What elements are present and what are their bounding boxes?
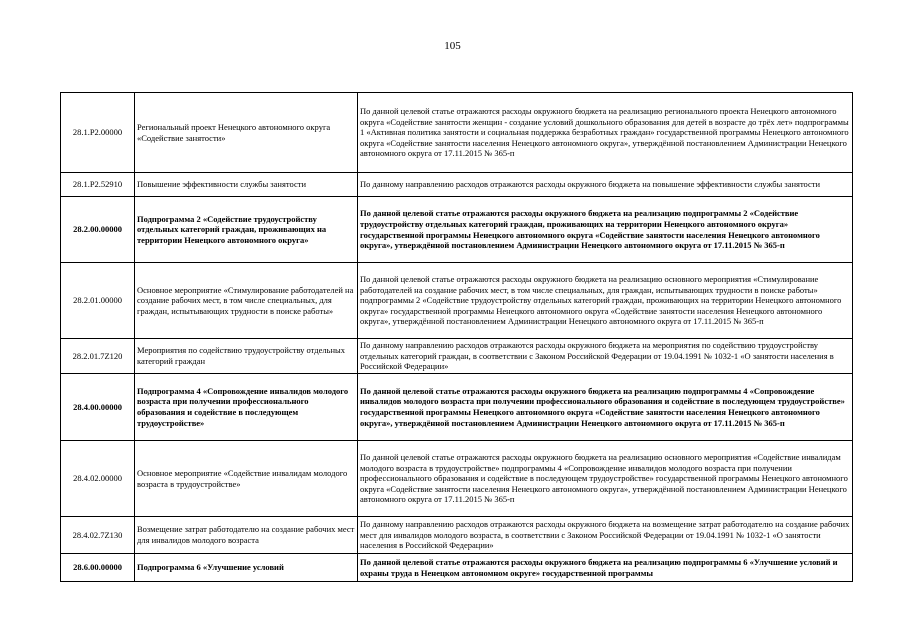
row-description: По данной целевой статье отражаются расходы окружного бюджета на реализацию подпрограммы 6 «Улучшение условий и охраны труда в Ненецком автономном округе» государственной программы [358,554,853,582]
row-code: 28.6.00.00000 [61,554,135,582]
row-description: По данной целевой статье отражаются расходы окружного бюджета на реализацию основного мероприятия «Содействие инвалидам молодого возраста в трудоустройстве» подпрограммы 4 «Сопровождение инвалидов молодого возраста при получении профессионального образования и содействие в последующем трудоустройстве» государственной программы Ненецкого автономного округа «Содействие занятости населения Ненецкого автономного округа», утверждённой постановлением Администрации Ненецкого автономного округа от 17.11.2015 № 365-п [358,441,853,517]
row-name: Основное мероприятие «Стимулирование работодателей на создание рабочих мест, в том числе специальных, для граждан, испытывающих трудности в поиске работы» [135,263,358,339]
row-description: По данному направлению расходов отражаются расходы окружного бюджета на мероприятия по содействию трудоустройству отдельных категорий граждан, в соответствии с Законом Российской Федерации от 19.04.1991 № 1032-1 «О занятости населения в Российской Федерации» [358,339,853,374]
row-code: 28.2.00.00000 [61,197,135,263]
row-name: Мероприятия по содействию трудоустройству отдельных категорий граждан [135,339,358,374]
row-code: 28.2.01.00000 [61,263,135,339]
row-code: 28.2.01.7Z120 [61,339,135,374]
row-code: 28.4.00.00000 [61,374,135,441]
table-row [61,93,853,173]
row-code: 28.1.P2.52910 [61,173,135,197]
row-code: 28.4.02.00000 [61,441,135,517]
table-row [61,441,853,517]
row-description: По данному направлению расходов отражаются расходы окружного бюджета на возмещение затрат работодателю на создание рабочих мест для инвалидов молодого возраста, в соответствии с Законом Российской Федерации от 19.04.1991 № 1032-1 «О занятости населения в Российской Федерации» [358,517,853,554]
row-name: Подпрограмма 6 «Улучшение условий [135,554,358,582]
row-description: По данной целевой статье отражаются расходы окружного бюджета на реализацию подпрограммы 4 «Сопровождение инвалидов молодого возраста при получении профессионального образования и содействие в последующем трудоустройстве» государственной программы Ненецкого автономного округа «Содействие занятости населения Ненецкого автономного округа», утверждённой постановлением Администрации Ненецкого автономного округа от 17.11.2015 № 365-п [358,374,853,441]
row-code: 28.1.P2.00000 [61,93,135,173]
table-row [61,263,853,339]
table-row [61,554,853,582]
row-description: По данной целевой статье отражаются расходы окружного бюджета на реализацию регионального проекта Ненецкого автономного округа «Содействие занятости женщин - создание условий дошкольного образования для детей в возрасте до трёх лет» подпрограммы 1 «Активная политика занятости и социальная поддержка безработных граждан» государственной программы Ненецкого автономного округа «Содействие занятости населения Ненецкого автономного округа», утверждённой постановлением Администрации Ненецкого автономного округа от 17.11.2015 № 365-п [358,93,853,173]
row-description: По данной целевой статье отражаются расходы окружного бюджета на реализацию основного мероприятия «Стимулирование работодателей на создание рабочих мест, в том числе специальных, для граждан, испытывающих трудности в поиске работы» подпрограммы 2 «Содействие трудоустройству отдельных категорий граждан, проживающих на территории Ненецкого автономного округа» государственной программы Ненецкого автономного округа «Содействие занятости населения Ненецкого автономного округа», утверждённой постановлением Администрации Ненецкого автономного округа от 17.11.2015 № 365-п [358,263,853,339]
row-description: По данному направлению расходов отражаются расходы окружного бюджета на повышение эффективности службы занятости [358,173,853,197]
table-row [61,517,853,554]
table-row [61,197,853,263]
row-name: Подпрограмма 2 «Содействие трудоустройству отдельных категорий граждан, проживающих на территории Ненецкого автономного округа» [135,197,358,263]
row-name: Повышение эффективности службы занятости [135,173,358,197]
table-row [61,374,853,441]
row-name: Основное мероприятие «Содействие инвалидам молодого возраста в трудоустройстве» [135,441,358,517]
row-name: Возмещение затрат работодателю на создание рабочих мест для инвалидов молодого возраста [135,517,358,554]
table-row [61,339,853,374]
budget-classification-table [60,92,853,582]
table-row [61,173,853,197]
row-name: Подпрограмма 4 «Сопровождение инвалидов молодого возраста при получении профессионального образования и содействие в последующем трудоустройстве» [135,374,358,441]
row-code: 28.4.02.7Z130 [61,517,135,554]
row-name: Региональный проект Ненецкого автономного округа «Содействие занятости» [135,93,358,173]
row-description: По данной целевой статье отражаются расходы окружного бюджета на реализацию подпрограммы 2 «Содействие трудоустройству отдельных категорий граждан, проживающих на территории Ненецкого автономного округа» государственной программы Ненецкого автономного округа «Содействие занятости населения Ненецкого автономного округа», утверждённой постановлением Администрации Ненецкого автономного округа от 17.11.2015 № 365-п [358,197,853,263]
page-number: 105 [444,40,461,52]
